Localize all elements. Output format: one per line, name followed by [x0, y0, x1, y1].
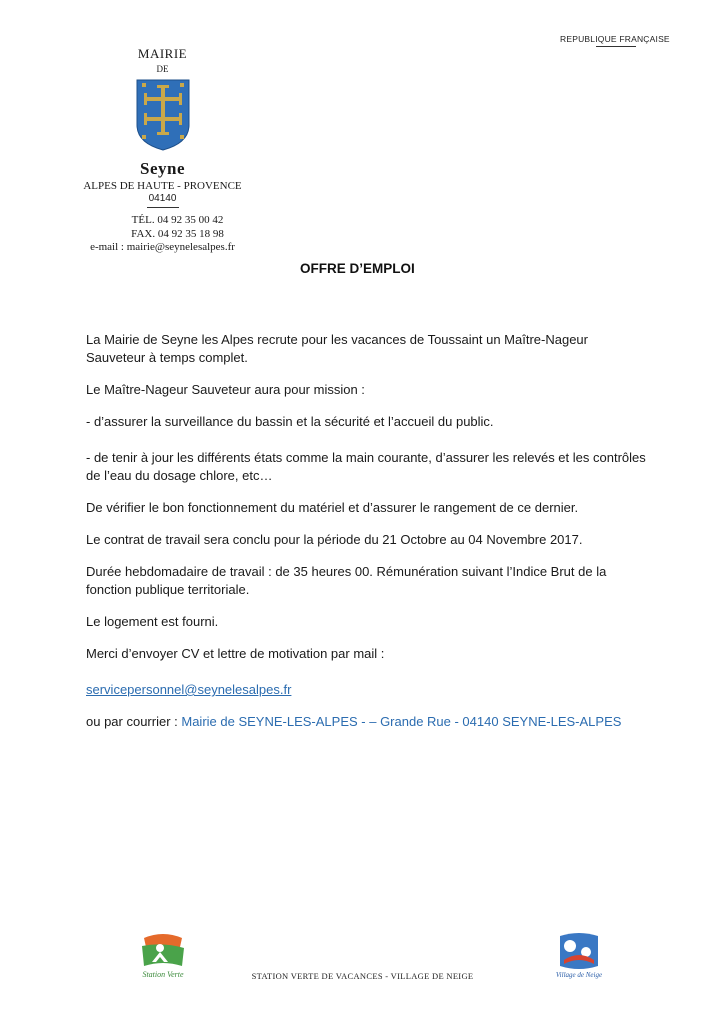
- paragraph-surveillance: - d’assurer la surveillance du bassin et la sécurité et l’accueil du public.: [86, 414, 494, 429]
- letterhead-mairie: MAIRIE: [137, 46, 188, 61]
- paragraph-courrier: [86, 713, 646, 731]
- document-title: OFFRE D’EMPLOI: [300, 261, 415, 276]
- letterhead-postcode: 04140: [148, 193, 177, 204]
- station-verte-logo-text: Station Verte: [142, 970, 184, 979]
- paragraph-merci: Merci d’envoyer CV et lettre de motivation par mail :: [86, 646, 385, 661]
- paragraph-materiel: De vérifier le bon fonctionnement du matériel et d’assurer le rangement de ce dernier.: [86, 500, 579, 515]
- paragraph-contrat: Le contrat de travail sera conclu pour la période du 21 Octobre au 04 Novembre 2017.: [86, 532, 583, 547]
- paragraph-mission: Le Maître-Nageur Sauveteur aura pour mission :: [86, 382, 365, 397]
- letterhead-contact: [60, 214, 265, 255]
- village-de-neige-logo-text: Village de Neige: [555, 971, 603, 979]
- footer-text: STATION VERTE DE VACANCES - VILLAGE DE NEIGE: [251, 971, 474, 981]
- postcode-underline: [147, 207, 179, 208]
- coat-of-arms-icon: [136, 79, 190, 151]
- paragraph-etats: - de tenir à jour les différents états comme la main courante, d’assurer les relevés et les contrôles de l’eau du dosage chlore, etc…: [86, 450, 646, 483]
- paragraph-intro: La Mairie de Seyne les Alpes recrute pour les vacances de Toussaint un Maître-Nageur Sauveteur à temps complet.: [86, 332, 588, 365]
- letterhead-town: Seyne: [140, 159, 185, 178]
- letterhead-de: DE: [156, 64, 169, 74]
- email-link[interactable]: servicepersonnel@seynelesalpes.fr: [86, 682, 292, 697]
- letterhead-region: ALPES DE HAUTE - PROVENCE: [83, 180, 242, 192]
- document-body: [86, 331, 646, 731]
- republique-francaise-label: REPUBLIQUE FRANÇAISE: [560, 34, 670, 44]
- letterhead-email: e-mail : mairie@seynelesalpes.fr: [90, 241, 235, 253]
- courrier-label: ou par courrier :: [86, 714, 182, 729]
- paragraph-logement: Le logement est fourni.: [86, 614, 219, 629]
- republique-underline: [596, 46, 636, 47]
- courrier-address: Mairie de SEYNE-LES-ALPES - – Grande Rue - 04140 SEYNE-LES-ALPES: [181, 714, 622, 729]
- letterhead-tel: TÉL. 04 92 35 00 42: [131, 214, 224, 226]
- letterhead-fax: FAX. 04 92 35 18 98: [131, 227, 224, 240]
- paragraph-duree: Durée hebdomadaire de travail : de 35 heures 00. Rémunération suivant l’Indice Brut de la fonction publique territoriale.: [86, 564, 607, 597]
- letterhead: [60, 46, 265, 255]
